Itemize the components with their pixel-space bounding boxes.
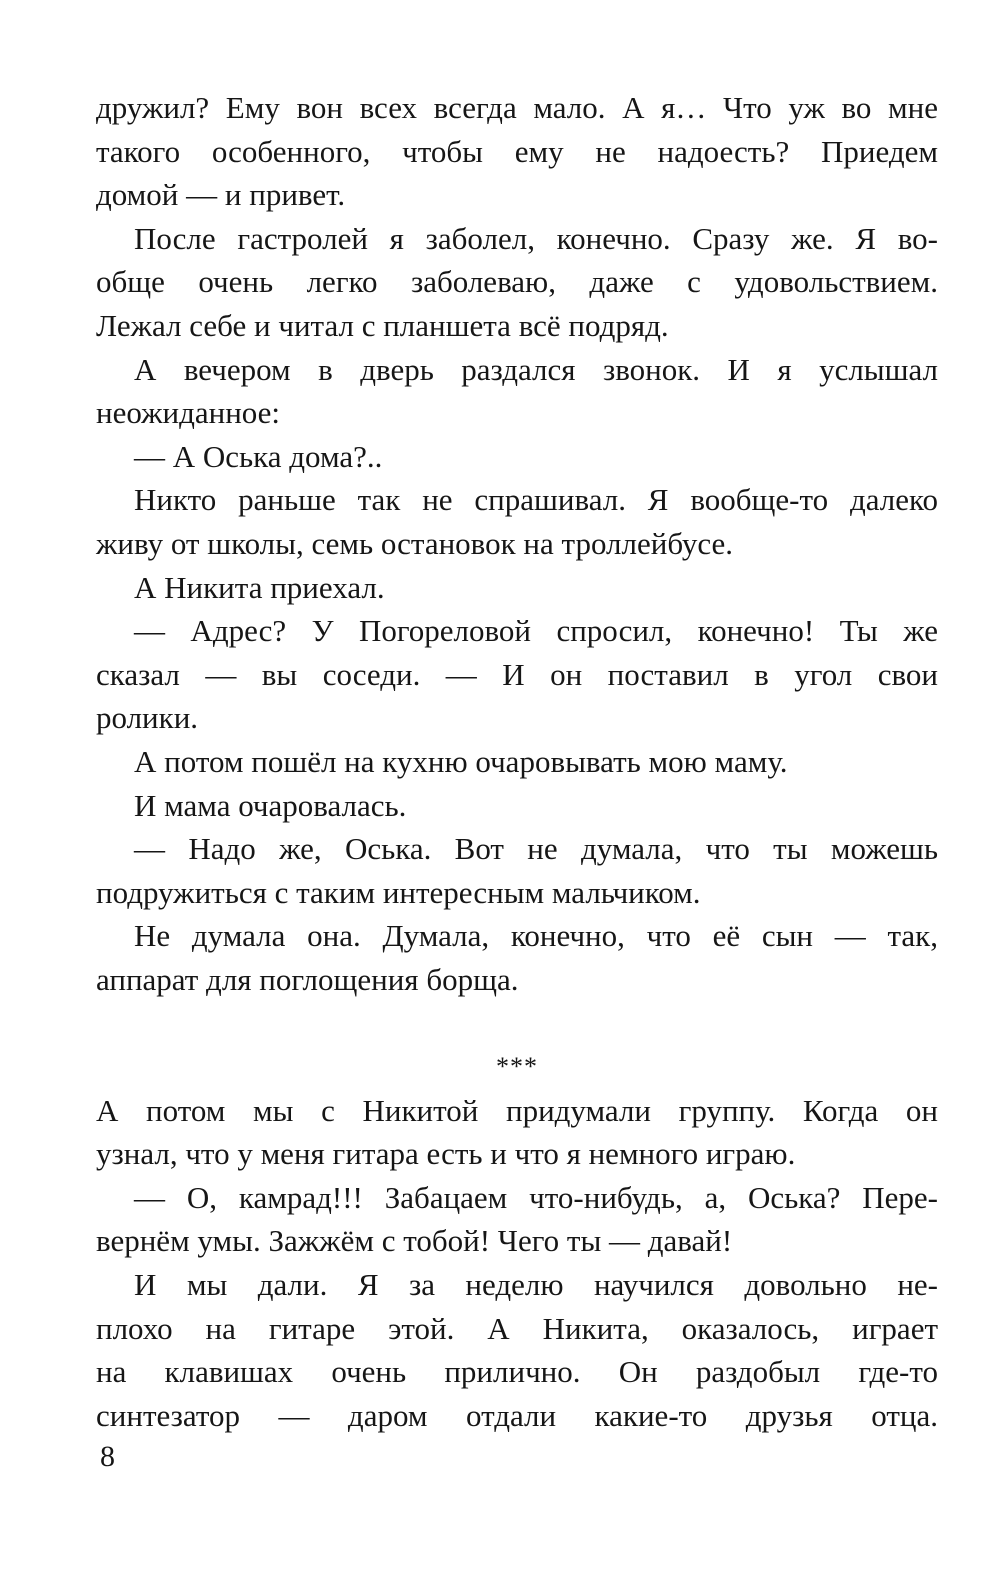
text-line: Не думала она. Думала, конечно, что её сын — так,: [134, 918, 938, 954]
text-line: А Никита приехал.: [134, 569, 385, 605]
text-line: И мы дали. Я за неделю научился довольно не-: [134, 1267, 938, 1303]
book-page-text: [96, 86, 938, 1437]
text-line: дружил? Ему вон всех всегда мало. А я… Что уж во мне: [96, 90, 938, 125]
text-line: сказал — вы соседи. — И он поставил в угол свои: [96, 656, 938, 692]
text-line: А потом мы с Никитой придумали группу. Когда он: [96, 1092, 938, 1128]
text-line: домой — и привет.: [96, 177, 346, 213]
text-line: Никто раньше так не спрашивал. Я вообще-то далеко: [134, 482, 938, 518]
text-line: плохо на гитаре этой. А Никита, оказалось, играет: [96, 1310, 938, 1346]
text-line: синтезатор — даром отдали какие-то друзья отца.: [96, 1397, 938, 1433]
text-line: После гастролей я заболел, конечно. Сразу же. Я во-: [134, 220, 938, 256]
text-line: — О, камрад!!! Забацаем что-нибудь, а, Оська? Пере-: [134, 1179, 938, 1215]
text-line: узнал, что у меня гитара есть и что я немного играю.: [96, 1136, 796, 1172]
text-line: подружиться с таким интересным мальчиком.: [96, 874, 701, 910]
text-line: такого особенного, чтобы ему не надоесть? Приедем: [96, 133, 938, 169]
text-line: И мама очаровалась.: [134, 787, 407, 823]
text-line: живу от школы, семь остановок на троллейбусе.: [96, 525, 734, 561]
text-line: А вечером в дверь раздался звонок. И я услышал: [134, 351, 938, 387]
text-line: вернём умы. Зажжём с тобой! Чего ты — давай!: [96, 1223, 733, 1259]
text-line: ролики.: [96, 700, 199, 736]
section-gap: [96, 1001, 938, 1045]
text-line: А потом пошёл на кухню очаровывать мою маму.: [134, 743, 788, 779]
section-separator: ***: [496, 1052, 538, 1082]
page-number: 8: [100, 1440, 115, 1473]
text-line: обще очень легко заболеваю, даже с удовольствием.: [96, 264, 938, 300]
text-line: — Адрес? У Погореловой спросил, конечно! Ты же: [134, 613, 938, 649]
text-line: — А Оська дома?..: [134, 438, 383, 474]
text-line: неожиданное:: [96, 395, 281, 431]
text-line: аппарат для поглощения борща.: [96, 961, 519, 997]
text-line: на клавишах очень прилично. Он раздобыл где-то: [96, 1354, 938, 1390]
text-line: Лежал себе и читал с планшета всё подряд.: [96, 307, 669, 343]
text-line: — Надо же, Оська. Вот не думала, что ты можешь: [134, 831, 938, 867]
